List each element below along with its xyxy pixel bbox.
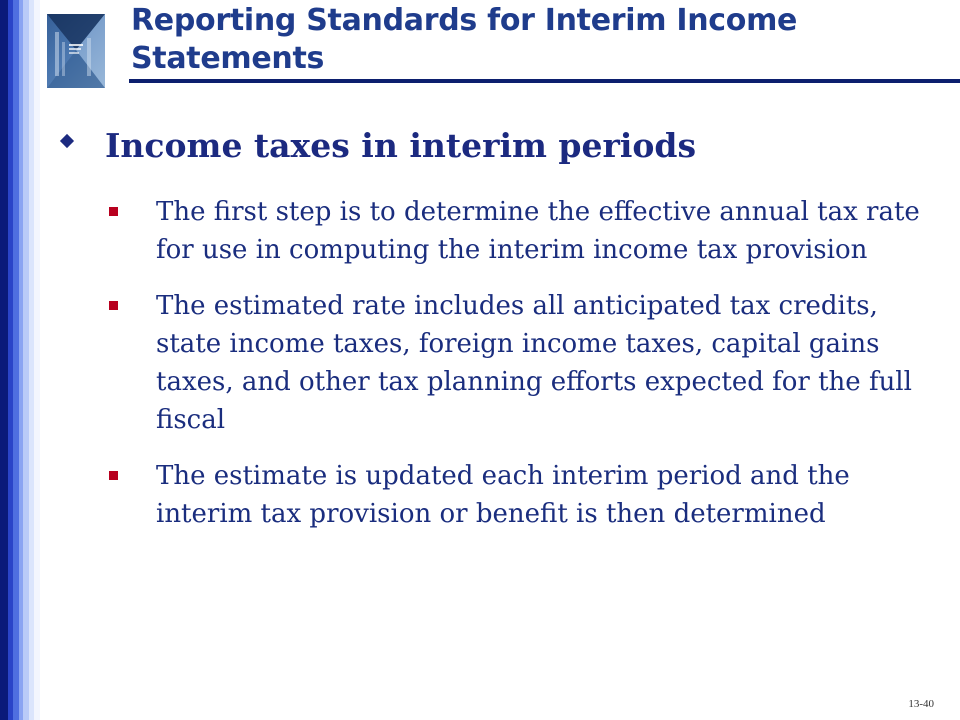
section-heading: Income taxes in interim periods [105, 126, 697, 165]
list-item [109, 287, 939, 439]
square-bullet-icon [109, 301, 118, 310]
title-underline [129, 79, 960, 83]
square-bullet-icon [109, 471, 118, 480]
bullet-text: The first step is to determine the effective annual tax rate for use in computing the interim income tax provision [156, 197, 920, 265]
bullet-text: The estimate is updated each interim period and the interim tax provision or benefit is then determined [156, 461, 850, 529]
side-stripe-decoration [0, 0, 40, 720]
list-item [109, 193, 939, 269]
diamond-icon [60, 134, 74, 148]
bullet-list [109, 193, 939, 551]
page-number: 13-40 [908, 698, 934, 710]
list-item [109, 457, 939, 533]
slide-title: Reporting Standards for Interim Income Statements [131, 3, 798, 76]
bullet-text: The estimated rate includes all anticipated tax credits, state income taxes, foreign income taxes, capital gains taxes, and other tax planning efforts expected for the full fiscal [156, 291, 912, 435]
section-heading-row [62, 126, 696, 166]
book-cover-logo [47, 14, 105, 88]
square-bullet-icon [109, 207, 118, 216]
